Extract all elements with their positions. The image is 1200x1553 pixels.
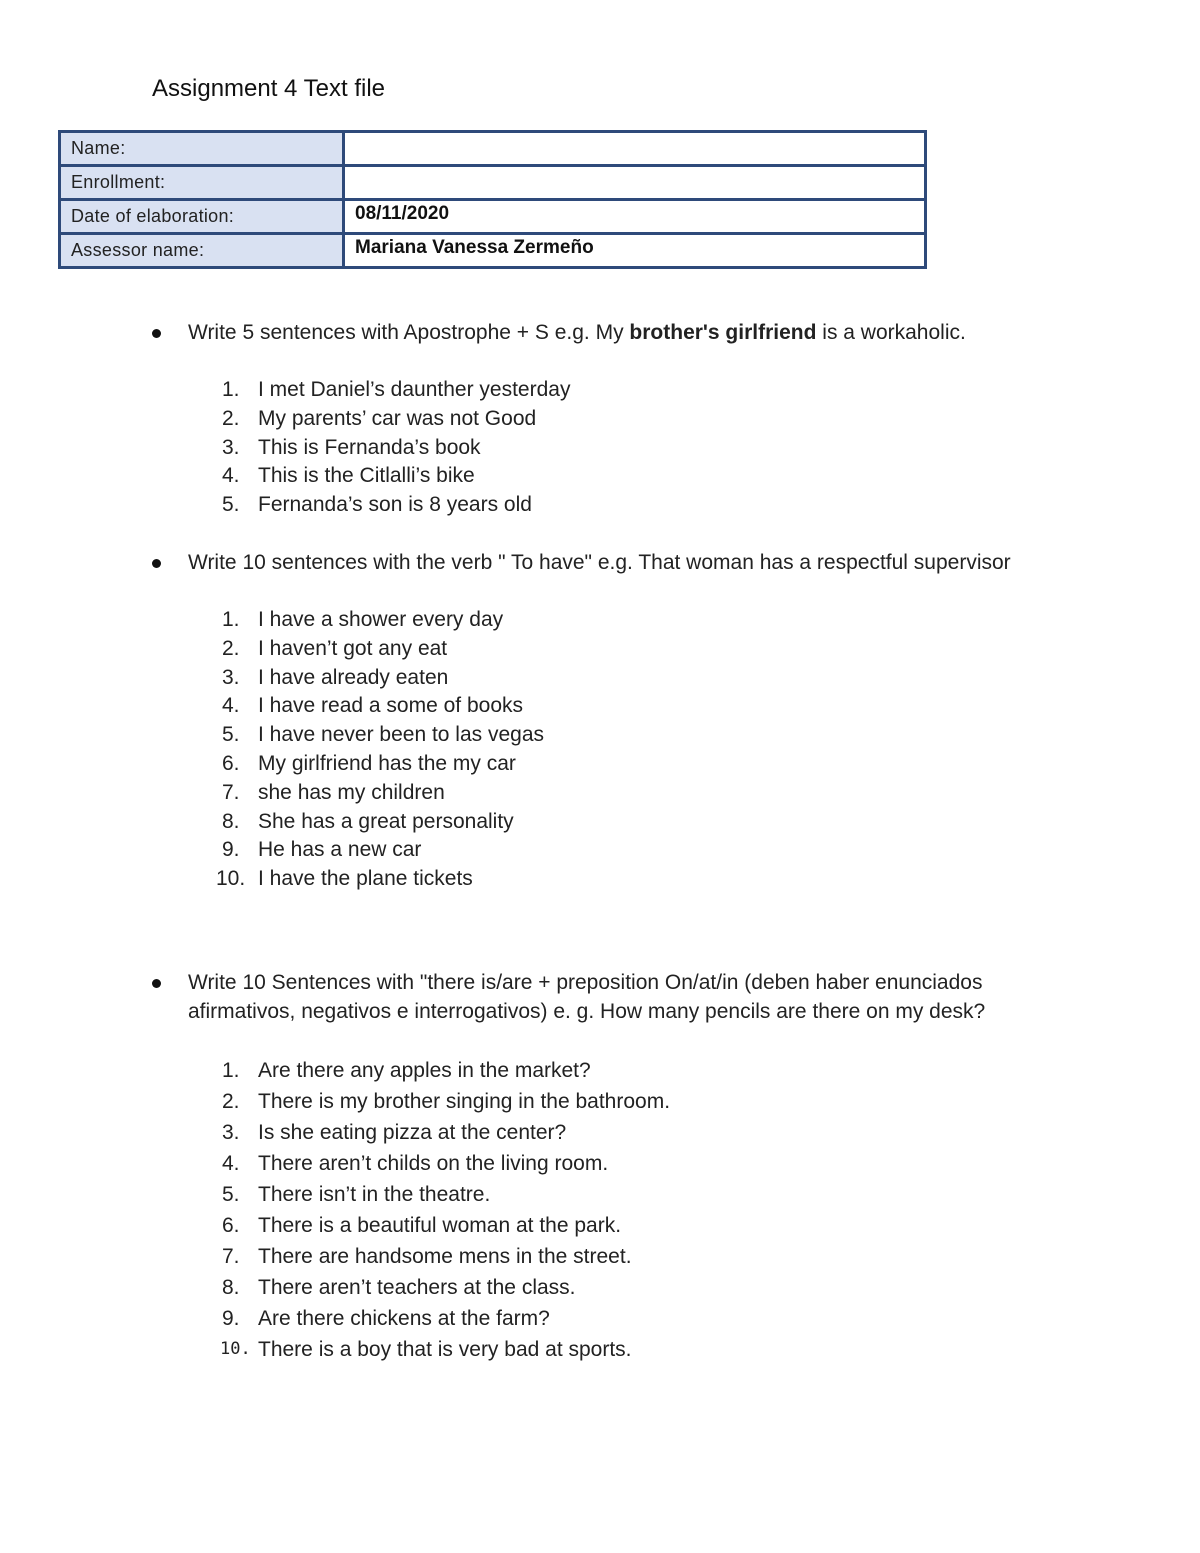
list-item [150,635,1050,664]
item-number: 3. [222,665,240,689]
list-item [150,1086,1050,1117]
instruction-bold-text: brother's girlfriend [629,321,817,344]
section-apostrophe [150,318,1050,520]
date-field[interactable]: 08/11/2020 [344,200,926,234]
table-row [60,234,926,268]
instruction-text: Write 5 sentences with Apostrophe + S e.g. My [188,321,630,344]
list-item [150,750,1050,779]
item-number: 1. [222,608,240,631]
section-there-is-are [150,968,1050,1365]
item-number: 5. [222,1183,240,1206]
section-to-have [150,548,1050,894]
item-text: I have a shower every day [258,608,504,631]
answer-list [150,606,1050,894]
enrollment-label: Enrollment: [60,166,344,200]
list-item [150,462,1050,491]
item-text: I have the plane tickets [258,867,473,891]
list-item [150,405,1050,434]
item-text: There are handsome mens in the street. [258,1245,632,1268]
instruction-text: Write 10 Sentences with "there is/are + preposition On/at/in (deben haber enunciados afirmativos, negativos e interrogativos) e. g. How many pencils are there on my desk? [188,971,986,1023]
item-number: 4. [222,464,240,488]
item-number: 3. [222,435,240,459]
section-instruction [150,548,1050,577]
list-item [150,836,1050,865]
item-number: 7. [222,780,240,804]
item-text: There is a beautiful woman at the park. [258,1214,622,1237]
student-info-table [58,130,927,269]
item-text: Are there any apples in the market? [258,1059,591,1082]
list-item [150,606,1050,635]
item-number: 5. [222,723,240,747]
list-item [150,376,1050,405]
list-item [150,1117,1050,1148]
table-row [60,132,926,166]
item-text: I have read a some of books [258,694,523,718]
item-text: There isn’t in the theatre. [258,1183,491,1206]
item-number: 8. [222,809,240,833]
list-item [150,865,1050,894]
item-text: There is a boy that is very bad at sports. [258,1338,632,1361]
item-text: There aren’t childs on the living room. [258,1152,609,1175]
item-text: I haven’t got any eat [258,636,448,660]
list-item [150,1210,1050,1241]
item-text: She has a great personality [258,809,514,833]
date-label: Date of elaboration: [60,200,344,234]
item-number: 4. [222,1152,240,1175]
item-number: 6. [222,1214,240,1237]
list-item [150,1303,1050,1334]
table-row [60,200,926,234]
section-instruction [150,318,1050,347]
item-text: Fernanda’s son is 8 years old [258,493,532,517]
item-text: This is the Citlalli’s bike [258,464,475,488]
item-number: 6. [222,751,240,775]
list-item [150,1241,1050,1272]
item-number: 9. [222,838,240,862]
item-text: There is my brother singing in the bathroom. [258,1090,671,1113]
item-text: There aren’t teachers at the class. [258,1276,576,1299]
item-number: 3. [222,1121,240,1144]
item-number: 4. [222,694,240,718]
answer-list [150,1055,1050,1365]
item-number: 8. [222,1276,240,1299]
list-item [150,1334,1050,1365]
list-item [150,491,1050,520]
item-text: I met Daniel’s daunther yesterday [258,378,571,401]
item-text: she has my children [258,780,445,804]
bullet-icon [152,329,161,338]
item-number: 1. [222,378,240,401]
list-item [150,779,1050,808]
item-number: 5. [222,493,240,517]
list-item [150,1148,1050,1179]
list-item [150,721,1050,750]
bullet-icon [152,559,161,568]
table-row [60,166,926,200]
list-item [150,1179,1050,1210]
item-text: He has a new car [258,838,422,862]
item-text: My parents’ car was not Good [258,406,537,430]
item-text: Are there chickens at the farm? [258,1307,550,1330]
item-text: My girlfriend has the my car [258,751,516,775]
item-text: Is she eating pizza at the center? [258,1121,567,1144]
item-number: 10. [216,867,246,891]
list-item [150,434,1050,463]
instruction-text: Write 10 sentences with the verb " To have" e.g. That woman has a respectful supervisor [188,551,1011,574]
item-number: 1. [222,1059,240,1082]
name-label: Name: [60,132,344,166]
item-number: 10. [220,1339,251,1359]
list-item [150,1272,1050,1303]
item-text: I have never been to las vegas [258,723,545,747]
item-text: This is Fernanda’s book [258,435,481,459]
list-item [150,1055,1050,1086]
item-number: 2. [222,406,240,430]
bullet-icon [152,979,161,988]
section-instruction [150,968,1050,1026]
item-text: I have already eaten [258,665,449,689]
item-number: 9. [222,1307,240,1330]
assessor-label: Assessor name: [60,234,344,268]
page-title: Assignment 4 Text file [152,75,386,102]
list-item [150,692,1050,721]
assessor-field[interactable]: Mariana Vanessa Zermeño [344,234,926,268]
item-number: 7. [222,1245,240,1268]
answer-list [150,376,1050,520]
instruction-text-end: is a workaholic. [816,321,966,344]
enrollment-field[interactable] [344,166,926,200]
list-item [150,808,1050,837]
name-field[interactable] [344,132,926,166]
item-number: 2. [222,636,240,660]
item-number: 2. [222,1090,240,1113]
list-item [150,664,1050,693]
